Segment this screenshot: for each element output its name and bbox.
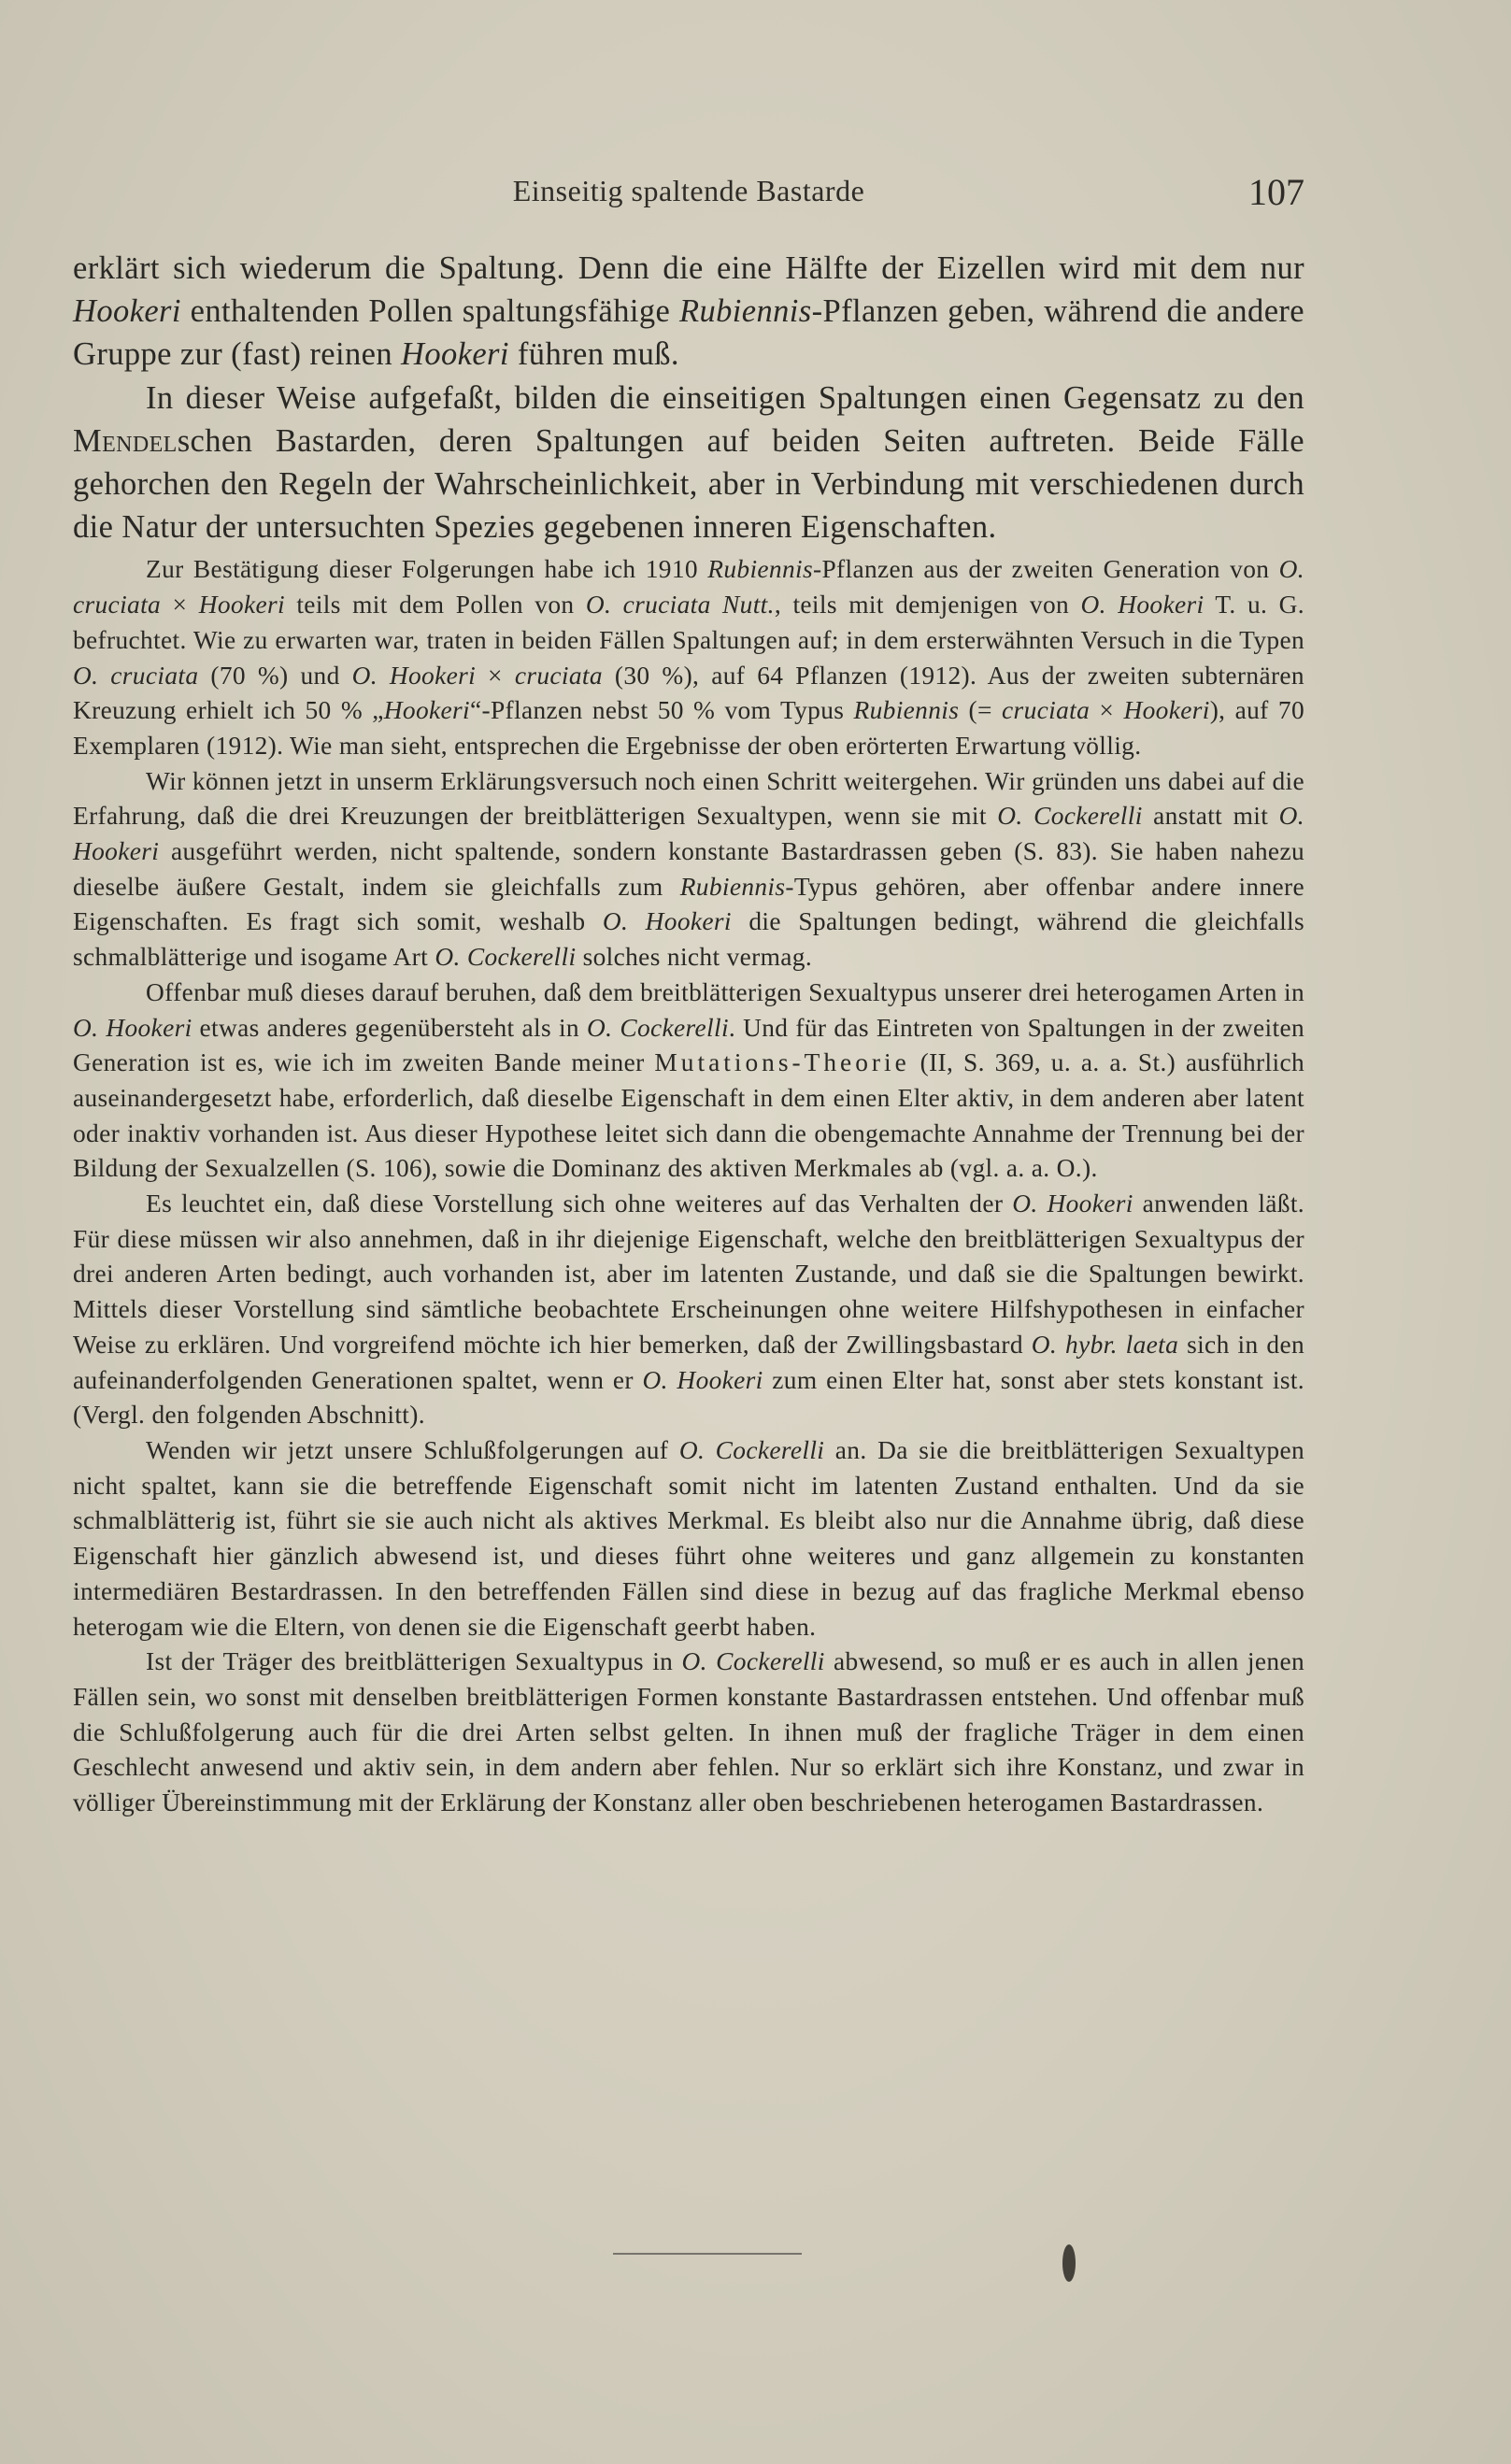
italic-term: O. Hookeri xyxy=(1080,591,1205,620)
text-run: enthaltenden Pollen spaltungsfähige xyxy=(180,293,679,330)
italic-term: O. cruciata xyxy=(73,555,1304,620)
italic-term: O. Cockerelli xyxy=(587,1013,729,1042)
italic-term: Rubiennis xyxy=(679,872,786,901)
italic-term: O. Cockerelli xyxy=(678,1436,825,1464)
text-run: (II, S. 369, u. a. a. St.) ausführlich auseinandergesetzt habe, erforderlich, daß dieselbe Eigenschaft in dem einen Elter aktiv, in dem anderen aber latent oder inaktiv vorhanden ist. Aus dieser Hypothese leitet sich dann die obengemachte Annahme der Trennung bei der Bildung der Sexualzellen (S. 106), sowie die Dominanz des aktiven Merkmales ab (vgl. a. a. O.). xyxy=(73,1048,1304,1183)
italic-term: O. cruciata Nutt. xyxy=(585,591,775,620)
italic-term: O. Hookeri xyxy=(351,661,477,690)
paragraph-2 xyxy=(73,377,1304,549)
text-run: , teils mit demjenigen von xyxy=(774,591,1081,620)
italic-term: Hookeri xyxy=(1123,696,1210,725)
italic-term: O. Hookeri xyxy=(73,1013,192,1042)
text-run: Es leuchtet ein, daß diese Vorstellung sich ohne weiteres auf das Verhalten der xyxy=(146,1189,1013,1218)
italic-term: cruciata xyxy=(514,661,603,690)
paragraph-6 xyxy=(73,1187,1304,1433)
paragraph-7 xyxy=(73,1433,1304,1645)
text-run: die Spaltungen bedingt, während die gleichfalls schmalblätterige und isogame Art xyxy=(73,907,1304,972)
closing-rule xyxy=(613,2253,802,2255)
italic-term: Hookeri xyxy=(383,696,470,725)
italic-term: O. Hookeri xyxy=(73,802,1305,866)
italic-term: Hookeri xyxy=(401,336,509,373)
spaced-title: Mutations-Theorie xyxy=(654,1048,910,1077)
text-run: an. Da sie die breitblätterigen Sexualtypen nicht spaltet, kann sie die betreffende Eigenschaft somit nicht im latenten Zustand enthalten. Und da sie schmalblätterig ist, führt sie sie auch nicht als aktives Merkmal. Es bleibt also nur die Annahme übrig, daß diese Eigenschaft hier gänzlich abwesend ist, und dieses führt ohne weiteres und ganz allgemein zu konstanten intermediären Bestardrassen. In den betreffenden Fällen sind diese in bezug auf das fragliche Merkmal ebenso heterogam wie die Eltern, von denen sie die Eigenschaft geerbt haben. xyxy=(73,1436,1304,1641)
text-run: anwenden läßt. Für diese müssen wir also annehmen, daß in ihr diejenige Eigenschaft, welche den breitblätterigen Sexualtypus der drei anderen Arten bedingt, auch vorhanden ist, aber im latenten Zustande, und daß sie die Spaltungen bewirkt. Mittels dieser Vorstellung sind sämtliche beobachtete Erscheinungen ohne weitere Hilfshypothesen in einfacher Weise zu erklären. Und vorgreifend möchte ich hier bemerken, daß der Zwillingsbastard xyxy=(73,1189,1304,1359)
text-run: Wir können jetzt in unserm Erklärungsversuch noch einen Schritt weitergehen. Wir gründen uns dabei auf die Erfahrung, daß die drei Kreuzungen der breitblätterigen Sexualtypen, wenn sie mit xyxy=(73,766,1304,831)
text-run: T. u. G. befruchtet. Wie zu erwarten war, traten in beiden Fällen Spaltungen auf; in dem ersterwähnten Versuch in die Typen xyxy=(73,591,1304,654)
italic-term: Rubiennis xyxy=(679,293,812,330)
text-run: (30 %), auf 64 Pflanzen (1912). Aus der zweiten subternären Kreuzung erhielt ich 50 % „ xyxy=(73,661,1304,725)
italic-term: O. Cockerelli xyxy=(997,802,1143,831)
text-run: × xyxy=(161,591,199,620)
text-run: × xyxy=(476,661,515,690)
page-body xyxy=(73,247,1304,1821)
text-run: Wenden wir jetzt unsere Schlußfolgerungen auf xyxy=(146,1436,679,1464)
paragraph-1 xyxy=(73,247,1304,377)
page-number: 107 xyxy=(1248,171,1304,213)
text-run: -Typus gehören, aber offenbar andere innere Eigenschaften. Es fragt sich somit, weshalb xyxy=(73,872,1304,936)
italic-term: O. Hookeri xyxy=(642,1365,763,1394)
page-header xyxy=(73,171,1304,221)
text-run: führen muß. xyxy=(508,336,679,373)
text-run: solches nicht vermag. xyxy=(576,943,813,972)
italic-term: Hookeri xyxy=(73,293,181,330)
paragraph-4 xyxy=(73,764,1304,976)
text-run: ausgeführt werden, nicht spaltende, sondern konstante Bastardrassen geben (S. 83). Sie haben nahezu dieselbe äußere Gestalt, indem sie gleichfalls zum xyxy=(73,837,1304,901)
text-run: schen Bastarden, deren Spaltungen auf beiden Seiten auftreten. Beide Fälle gehorchen den Regeln der Wahrscheinlichkeit, aber in Verbindung mit verschiedenen durch die Natur der untersuchten Spezies gegebenen inneren Eigenschaften. xyxy=(73,422,1304,546)
text-run: (70 %) und xyxy=(198,661,352,690)
text-run: sich in den aufeinanderfolgenden Generationen spaltet, wenn er xyxy=(73,1330,1304,1394)
text-run: teils mit dem Pollen von xyxy=(284,591,586,620)
paragraph-3 xyxy=(73,552,1304,763)
italic-term: O. Hookeri xyxy=(602,907,732,936)
italic-term: O. hybr. laeta xyxy=(1031,1330,1179,1359)
italic-term: Hookeri xyxy=(198,591,285,620)
text-run: Zur Bestätigung dieser Folgerungen habe ich 1910 xyxy=(146,555,708,584)
text-run: (= xyxy=(959,696,1003,725)
smallcaps-name: Mendel xyxy=(73,422,178,459)
italic-term: cruciata xyxy=(1002,696,1090,725)
text-run: Offenbar muß dieses darauf beruhen, daß dem breitblätterigen Sexualtypus unserer drei heterogamen Arten in xyxy=(146,977,1304,1006)
italic-term: O. Hookeri xyxy=(1012,1189,1133,1218)
text-run: abwesend, so muß er es auch in allen jenen Fällen sein, wo sonst mit denselben breitblätterigen Formen konstante Bastardrassen entstehen. Und offenbar muß die Schlußfolgerung auch für die drei Arten selbst gelten. In ihnen muß der fragliche Träger in dem einen Geschlecht anwesend und aktiv sein, in dem andern aber fehlen. Nur so erklärt sich ihre Konstanz, und zwar in völliger Übereinstimmung mit der Erklärung der Konstanz aller oben beschriebenen heterogamen Bastardrassen. xyxy=(73,1647,1304,1817)
italic-term: Rubiennis xyxy=(707,555,813,584)
text-run: -Pflanzen aus der zweiten Generation von xyxy=(812,555,1279,584)
text-run: erklärt sich wiederum die Spaltung. Denn die eine Hälfte der Eizellen wird mit dem nur xyxy=(73,250,1304,286)
text-run: zum einen Elter hat, sonst aber stets konstant ist. (Vergl. den folgenden Abschnitt). xyxy=(73,1365,1304,1430)
text-run: anstatt mit xyxy=(1142,802,1279,831)
running-title: Einseitig spaltende Bastarde xyxy=(512,174,865,207)
italic-term: Rubiennis xyxy=(853,696,960,725)
text-run: Ist der Träger des breitblätterigen Sexualtypus in xyxy=(146,1647,682,1676)
paragraph-8 xyxy=(73,1645,1304,1821)
italic-term: O. Cockerelli xyxy=(681,1647,825,1676)
paragraph-5 xyxy=(73,976,1304,1187)
text-run: “-Pflanzen nebst 50 % vom Typus xyxy=(470,696,854,725)
text-run: -Pflanzen geben, während die andere Gruppe zur (fast) reinen xyxy=(73,293,1305,373)
italic-term: O. Cockerelli xyxy=(435,943,577,972)
text-run: × xyxy=(1090,696,1124,725)
ink-blot xyxy=(1062,2244,1076,2282)
text-run: etwas anderes gegenübersteht als in xyxy=(192,1013,587,1042)
text-run: In dieser Weise aufgefaßt, bilden die einseitigen Spaltungen einen Gegensatz zu den xyxy=(146,379,1304,416)
text-run: ), auf 70 Exemplaren (1912). Wie man sieht, entsprechen die Ergebnisse der oben erörterten Erwartung völlig. xyxy=(73,696,1304,760)
italic-term: O. cruciata xyxy=(73,661,199,690)
text-run: . Und für das Eintreten von Spaltungen in der zweiten Generation ist es, wie ich im zweiten Bande meiner xyxy=(73,1013,1305,1077)
